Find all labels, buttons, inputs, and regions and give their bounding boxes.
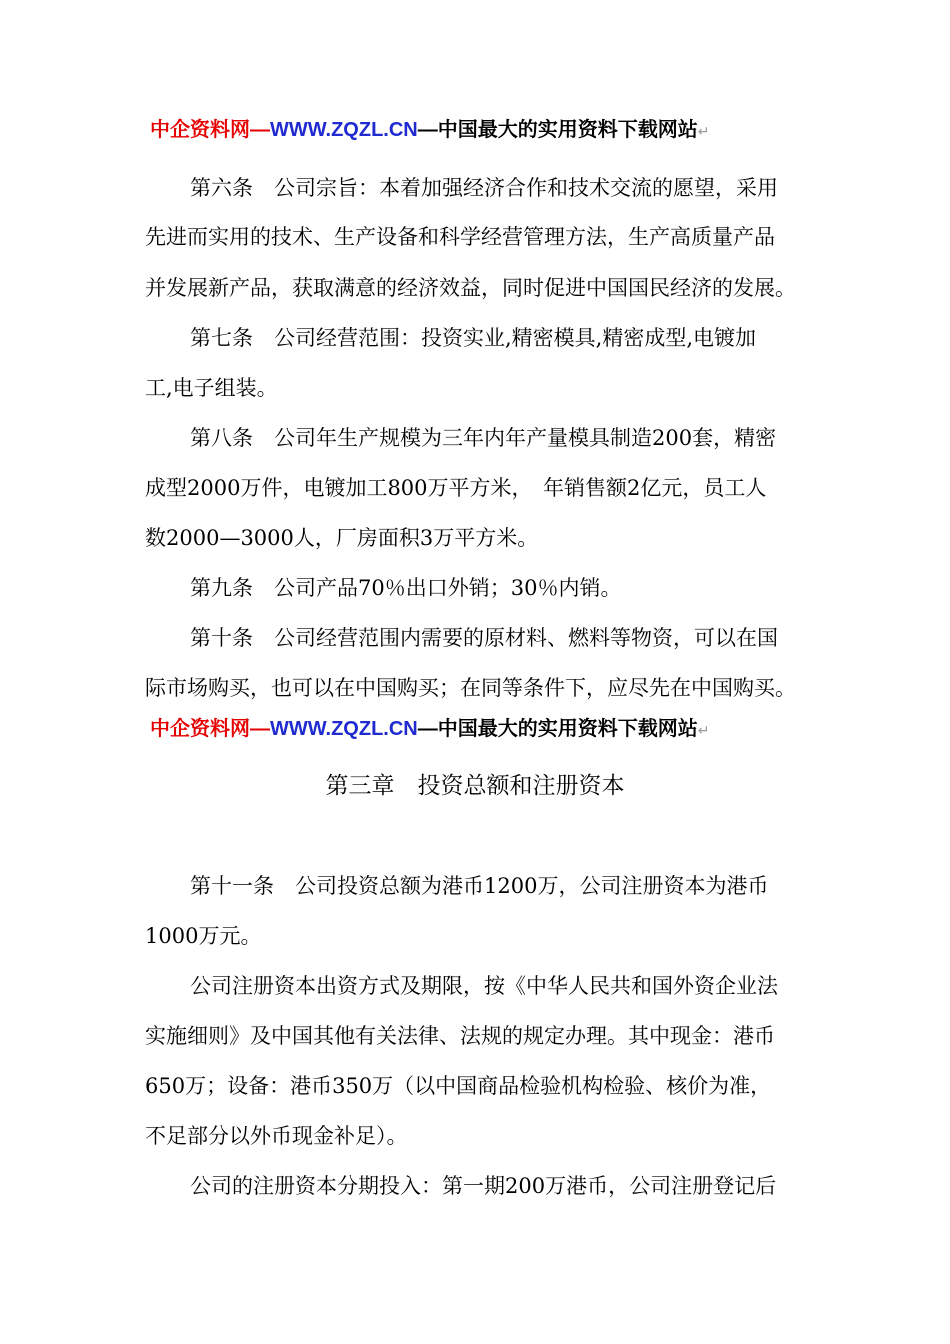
paragraph-mark-icon: ↵ — [697, 722, 710, 738]
text-line: 并发展新产品，获取满意的经济效益，同时促进中国国民经济的发展。 — [145, 276, 796, 300]
text-line: 第九条 公司产品70％出口外销；30％内销。 — [190, 576, 622, 600]
text-line: 先进而实用的技术、生产设备和科学经营管理方法，生产高质量产品 — [145, 225, 775, 249]
text-line: 第十一条 公司投资总额为港币1200万，公司注册资本为港币 — [190, 874, 769, 898]
chapter-title: 第三章 投资总额和注册资本 — [325, 773, 625, 799]
banner-url: WWW.ZQZL.CN — [270, 119, 418, 141]
text-line: 第八条 公司年生产规模为三年内年产量模具制造200套，精密 — [190, 426, 777, 450]
text-line: 1000万元。 — [145, 924, 262, 948]
banner-dash: — — [250, 718, 270, 740]
text-line: 际市场购买，也可以在中国购买；在同等条件下，应尽先在中国购买。 — [145, 676, 796, 700]
site-banner-mid — [150, 716, 709, 743]
banner-url: WWW.ZQZL.CN — [270, 718, 418, 740]
text-line: 成型2000万件，电镀加工800万平方米， 年销售额2亿元，员工人 — [145, 476, 767, 500]
text-line: 不足部分以外币现金补足）。 — [145, 1124, 408, 1148]
banner-site-name: 中企资料网 — [150, 119, 250, 141]
paragraph-mark-icon: ↵ — [697, 123, 710, 139]
site-banner-top — [150, 117, 709, 144]
text-line: 第六条 公司宗旨：本着加强经济合作和技术交流的愿望，采用 — [190, 176, 778, 200]
banner-slogan: —中国最大的实用资料下载网站 — [417, 119, 698, 141]
text-line: 工,电子组装。 — [145, 376, 278, 400]
text-line: 实施细则》及中国其他有关法律、法规的规定办理。其中现金：港币 — [145, 1024, 775, 1048]
banner-dash: — — [250, 119, 270, 141]
text-line: 650万；设备：港币350万（以中国商品检验机构检验、核价为准， — [145, 1074, 772, 1098]
banner-site-name: 中企资料网 — [150, 718, 250, 740]
text-line: 公司注册资本出资方式及期限，按《中华人民共和国外资企业法 — [190, 974, 778, 998]
text-line: 第十条 公司经营范围内需要的原材料、燃料等物资，可以在国 — [190, 626, 778, 650]
text-line: 数2000—3000人，厂房面积3万平方米。 — [145, 526, 539, 550]
banner-slogan: —中国最大的实用资料下载网站 — [417, 718, 698, 740]
text-line: 公司的注册资本分期投入：第一期200万港币，公司注册登记后 — [190, 1174, 777, 1198]
text-line: 第七条 公司经营范围：投资实业,精密模具,精密成型,电镀加 — [190, 326, 757, 350]
